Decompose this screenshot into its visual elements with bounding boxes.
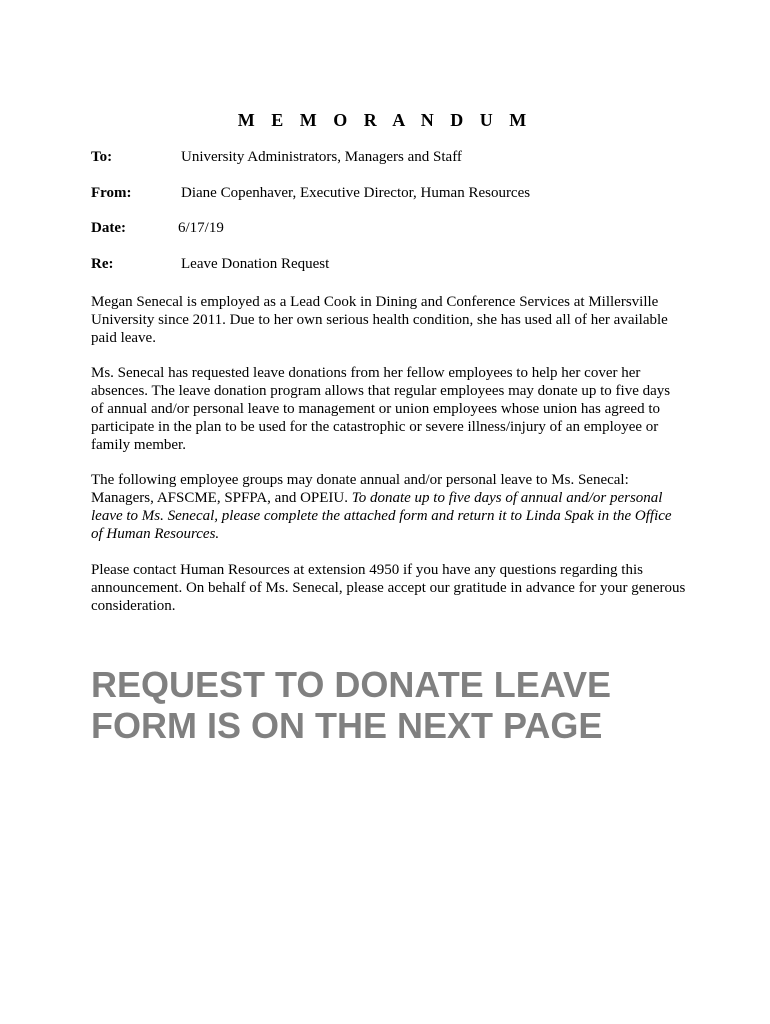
notice-line-2: FORM IS ON THE NEXT PAGE bbox=[91, 705, 603, 746]
re-label: Re: bbox=[91, 256, 114, 272]
donation-instructions: To donate up to five days of annual and/or personal leave to Ms. Senecal, please complete the attached form and return it to Linda Spak in the Office of Human Resources. bbox=[91, 490, 672, 542]
to-row bbox=[91, 148, 462, 166]
to-label: To: bbox=[91, 149, 113, 165]
paragraph-eligible-groups bbox=[91, 471, 686, 543]
to-value: University Administrators, Managers and Staff bbox=[181, 149, 462, 165]
from-value: Diane Copenhaver, Executive Director, Human Resources bbox=[181, 185, 531, 201]
date-row bbox=[91, 219, 224, 237]
paragraph-program: Ms. Senecal has requested leave donations from her fellow employees to help her cover her absences. The leave donation program allows that regular employees may donate up to five days of annual and/or personal leave to management or union employees whose union has agreed to participate in the plan to be used for the catastrophic or severe illness/injury of an employee or family member. bbox=[91, 365, 671, 453]
paragraph-contact: Please contact Human Resources at extension 4950 if you have any questions regarding this announcement. On behalf of Ms. Senecal, please accept our gratitude in advance for your generous consideration. bbox=[91, 562, 686, 614]
from-row bbox=[91, 184, 530, 202]
re-value: Leave Donation Request bbox=[181, 256, 330, 272]
date-value: 6/17/19 bbox=[178, 220, 224, 236]
memo-title: M E M O R A N D U M bbox=[237, 110, 533, 130]
date-label: Date: bbox=[91, 220, 126, 236]
paragraph-employment: Megan Senecal is employed as a Lead Cook in Dining and Conference Services at Millersville University since 2011. Due to her own serious health condition, she has used all of her available paid leave. bbox=[91, 294, 668, 346]
next-page-notice bbox=[91, 664, 691, 746]
from-label: From: bbox=[91, 185, 132, 201]
re-row bbox=[91, 255, 329, 273]
notice-line-1: REQUEST TO DONATE LEAVE bbox=[91, 664, 612, 705]
eligible-groups-text: The following employee groups may donate annual and/or personal leave to Ms. Senecal: Managers, AFSCME, SPFPA, and OPEIU. bbox=[91, 472, 629, 506]
